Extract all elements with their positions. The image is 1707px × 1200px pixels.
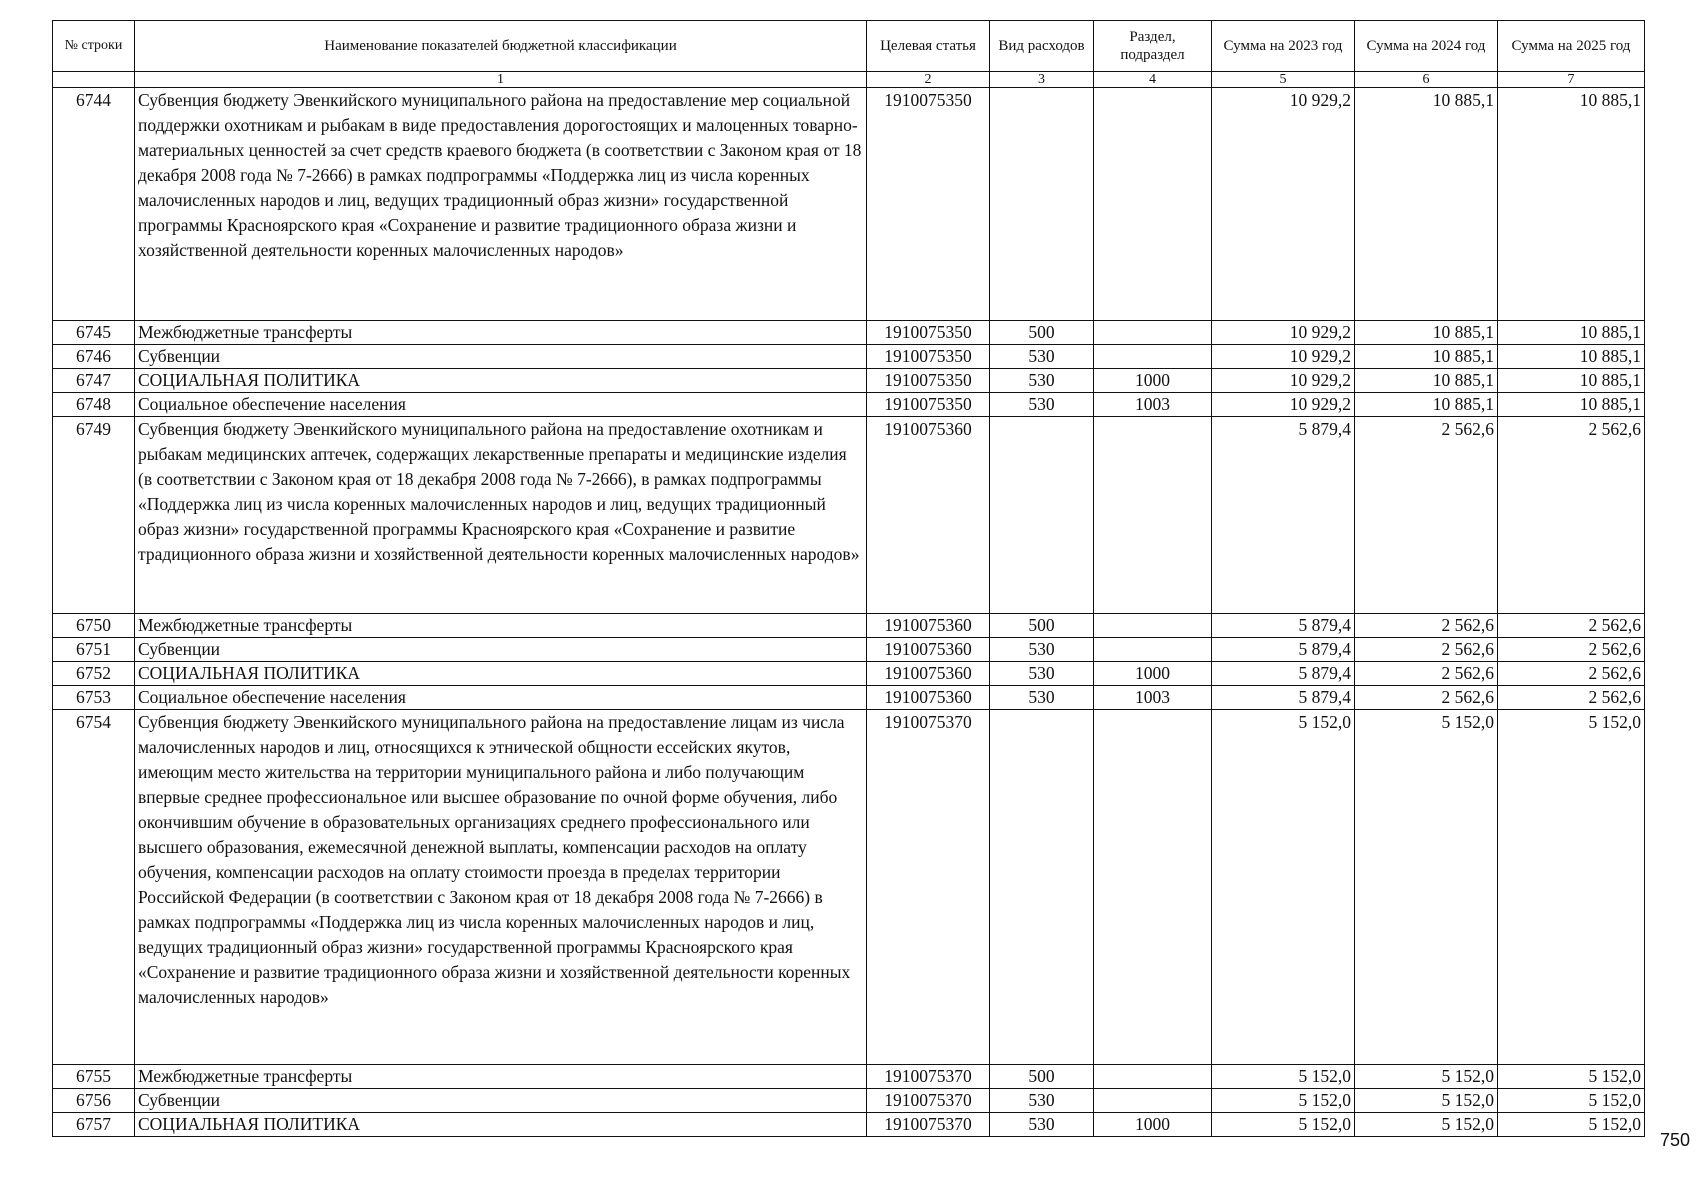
column-number: [53, 72, 135, 88]
row-expense-type: 530: [990, 345, 1094, 369]
header-sum-2024: Сумма на 2024 год: [1355, 21, 1498, 72]
row-target-article: 1910075350: [867, 321, 990, 345]
row-expense-type: 500: [990, 321, 1094, 345]
row-section: 1003: [1094, 686, 1212, 710]
row-target-article: 1910075370: [867, 1113, 990, 1137]
row-target-article: 1910075350: [867, 345, 990, 369]
row-number: 6745: [53, 321, 135, 345]
row-expense-type: [990, 710, 1094, 1065]
row-sum-2024: 2 562,6: [1355, 638, 1498, 662]
row-sum-2023: 5 879,4: [1212, 686, 1355, 710]
table-row: [53, 345, 1645, 369]
row-number: 6749: [53, 417, 135, 614]
row-section: [1094, 638, 1212, 662]
row-number: 6748: [53, 393, 135, 417]
column-number: 3: [990, 72, 1094, 88]
row-target-article: 1910075370: [867, 710, 990, 1065]
row-section: [1094, 710, 1212, 1065]
row-sum-2023: 10 929,2: [1212, 393, 1355, 417]
row-sum-2024: 5 152,0: [1355, 1113, 1498, 1137]
column-number: 6: [1355, 72, 1498, 88]
table-row: [53, 369, 1645, 393]
row-target-article: 1910075370: [867, 1065, 990, 1089]
row-target-article: 1910075360: [867, 662, 990, 686]
row-sum-2025: 10 885,1: [1498, 88, 1645, 321]
row-name: СОЦИАЛЬНАЯ ПОЛИТИКА: [135, 369, 867, 393]
row-sum-2025: 10 885,1: [1498, 345, 1645, 369]
row-sum-2024: 5 152,0: [1355, 1089, 1498, 1113]
budget-table: [52, 20, 1645, 1137]
row-section: [1094, 88, 1212, 321]
header-row-number: № строки: [53, 21, 135, 72]
row-sum-2025: 5 152,0: [1498, 1065, 1645, 1089]
row-target-article: 1910075360: [867, 638, 990, 662]
row-sum-2023: 5 879,4: [1212, 638, 1355, 662]
row-number: 6750: [53, 614, 135, 638]
table-row: [53, 710, 1645, 1065]
row-name: Межбюджетные трансферты: [135, 614, 867, 638]
row-target-article: 1910075350: [867, 369, 990, 393]
row-sum-2023: 5 879,4: [1212, 662, 1355, 686]
row-sum-2025: 2 562,6: [1498, 638, 1645, 662]
row-target-article: 1910075370: [867, 1089, 990, 1113]
column-number: 2: [867, 72, 990, 88]
row-expense-type: 530: [990, 638, 1094, 662]
header-target-article: Целевая статья: [867, 21, 990, 72]
row-section: 1003: [1094, 393, 1212, 417]
table-row: [53, 417, 1645, 614]
header-sum-2023: Сумма на 2023 год: [1212, 21, 1355, 72]
row-sum-2025: 5 152,0: [1498, 1089, 1645, 1113]
row-name: Субвенция бюджету Эвенкийского муниципального района на предоставление охотникам и рыбакам медицинских аптечек, содержащих лекарственные препараты и медицинские изделия (в соответствии с Законом края от 18 декабря 2008 года № 7-2666), в рамках подпрограммы «Поддержка лиц из числа коренных малочисленных народов и лиц, ведущих традиционный образ жизни» государственной программы Красноярского края «Сохранение и развитие традиционного образа жизни и хозяйственной деятельности коренных малочисленных народов»: [135, 417, 867, 614]
row-sum-2025: 5 152,0: [1498, 710, 1645, 1065]
row-number: 6752: [53, 662, 135, 686]
table-row: [53, 662, 1645, 686]
row-number: 6753: [53, 686, 135, 710]
table-row: [53, 321, 1645, 345]
row-sum-2024: 5 152,0: [1355, 1065, 1498, 1089]
row-expense-type: [990, 417, 1094, 614]
row-section: 1000: [1094, 1113, 1212, 1137]
row-expense-type: 530: [990, 662, 1094, 686]
row-sum-2025: 2 562,6: [1498, 686, 1645, 710]
column-number: 7: [1498, 72, 1645, 88]
row-name: Субвенции: [135, 638, 867, 662]
row-number: 6746: [53, 345, 135, 369]
row-name: Субвенция бюджету Эвенкийского муниципального района на предоставление лицам из числа малочисленных народов и лиц, относящихся к этнической общности ессейских якутов, имеющим место жительства на территории муниципального района и либо получающим впервые среднее профессиональное или высшее образование по очной форме обучения, либо окончившим обучение в образовательных организациях среднего профессионального или высшего образования, ежемесячной денежной выплаты, компенсации расходов на оплату обучения, компенсации расходов на оплату стоимости проезда в пределах территории Российской Федерации (в соответствии с Законом края от 18 декабря 2008 года № 7-2666) в рамках подпрограммы «Поддержка лиц из числа коренных малочисленных народов и лиц, ведущих традиционный образ жизни» государственной программы Красноярского края «Сохранение и развитие традиционного образа жизни и хозяйственной деятельности коренных малочисленных народов»: [135, 710, 867, 1065]
row-sum-2025: 2 562,6: [1498, 417, 1645, 614]
row-section: [1094, 321, 1212, 345]
header-name: Наименование показателей бюджетной классификации: [135, 21, 867, 72]
row-name: Социальное обеспечение населения: [135, 393, 867, 417]
table-row: [53, 614, 1645, 638]
row-section: [1094, 1065, 1212, 1089]
row-section: [1094, 417, 1212, 614]
row-sum-2023: 5 879,4: [1212, 417, 1355, 614]
table-row: [53, 1065, 1645, 1089]
row-sum-2023: 10 929,2: [1212, 321, 1355, 345]
row-section: [1094, 614, 1212, 638]
row-number: 6755: [53, 1065, 135, 1089]
row-sum-2024: 10 885,1: [1355, 393, 1498, 417]
row-sum-2024: 5 152,0: [1355, 710, 1498, 1065]
row-section: 1000: [1094, 369, 1212, 393]
row-sum-2024: 10 885,1: [1355, 369, 1498, 393]
row-sum-2023: 10 929,2: [1212, 369, 1355, 393]
row-expense-type: 500: [990, 1065, 1094, 1089]
table-row: [53, 1113, 1645, 1137]
row-name: Субвенции: [135, 1089, 867, 1113]
row-number: 6744: [53, 88, 135, 321]
row-sum-2023: 5 879,4: [1212, 614, 1355, 638]
row-name: Межбюджетные трансферты: [135, 321, 867, 345]
row-sum-2024: 10 885,1: [1355, 345, 1498, 369]
row-target-article: 1910075350: [867, 393, 990, 417]
row-sum-2024: 2 562,6: [1355, 417, 1498, 614]
row-expense-type: 530: [990, 686, 1094, 710]
row-sum-2025: 10 885,1: [1498, 321, 1645, 345]
row-sum-2024: 10 885,1: [1355, 321, 1498, 345]
column-number: 4: [1094, 72, 1212, 88]
row-expense-type: [990, 88, 1094, 321]
row-sum-2023: 5 152,0: [1212, 1089, 1355, 1113]
table-row: [53, 686, 1645, 710]
row-sum-2024: 2 562,6: [1355, 686, 1498, 710]
row-sum-2025: 5 152,0: [1498, 1113, 1645, 1137]
table-row: [53, 1089, 1645, 1113]
row-number: 6754: [53, 710, 135, 1065]
row-section: [1094, 345, 1212, 369]
column-number: 1: [135, 72, 867, 88]
row-sum-2024: 2 562,6: [1355, 614, 1498, 638]
table-row: [53, 393, 1645, 417]
row-number: 6757: [53, 1113, 135, 1137]
table-row: [53, 88, 1645, 321]
row-expense-type: 530: [990, 369, 1094, 393]
page-number: 750: [1660, 1130, 1691, 1150]
row-name: Социальное обеспечение населения: [135, 686, 867, 710]
row-name: Межбюджетные трансферты: [135, 1065, 867, 1089]
row-name: Субвенция бюджету Эвенкийского муниципального района на предоставление мер социальной поддержки охотникам и рыбакам в виде предоставления дорогостоящих и малоценных товарно-материальных ценностей за счет средств краевого бюджета (в соответствии с Законом края от 18 декабря 2008 года № 7-2666) в рамках подпрограммы «Поддержка лиц из числа коренных малочисленных народов и лиц, ведущих традиционный образ жизни» государственной программы Красноярского края «Сохранение и развитие традиционного образа жизни и хозяйственной деятельности коренных малочисленных народов»: [135, 88, 867, 321]
row-section: 1000: [1094, 662, 1212, 686]
row-sum-2025: 10 885,1: [1498, 369, 1645, 393]
row-sum-2023: 5 152,0: [1212, 710, 1355, 1065]
row-sum-2025: 10 885,1: [1498, 393, 1645, 417]
row-target-article: 1910075350: [867, 88, 990, 321]
row-sum-2023: 10 929,2: [1212, 345, 1355, 369]
row-expense-type: 530: [990, 1113, 1094, 1137]
header-section: Раздел, подраздел: [1094, 21, 1212, 72]
row-name: СОЦИАЛЬНАЯ ПОЛИТИКА: [135, 662, 867, 686]
row-expense-type: 530: [990, 1089, 1094, 1113]
row-target-article: 1910075360: [867, 686, 990, 710]
row-target-article: 1910075360: [867, 417, 990, 614]
row-sum-2024: 2 562,6: [1355, 662, 1498, 686]
header-expense-type: Вид расходов: [990, 21, 1094, 72]
row-number: 6747: [53, 369, 135, 393]
row-name: Субвенции: [135, 345, 867, 369]
budget-sheet: [52, 20, 1644, 1137]
row-name: СОЦИАЛЬНАЯ ПОЛИТИКА: [135, 1113, 867, 1137]
row-section: [1094, 1089, 1212, 1113]
row-expense-type: 500: [990, 614, 1094, 638]
row-sum-2023: 5 152,0: [1212, 1113, 1355, 1137]
row-sum-2025: 2 562,6: [1498, 614, 1645, 638]
column-number: 5: [1212, 72, 1355, 88]
row-number: 6756: [53, 1089, 135, 1113]
header-sum-2025: Сумма на 2025 год: [1498, 21, 1645, 72]
column-number-row: [53, 72, 1645, 88]
row-sum-2023: 10 929,2: [1212, 88, 1355, 321]
row-sum-2024: 10 885,1: [1355, 88, 1498, 321]
row-number: 6751: [53, 638, 135, 662]
row-sum-2023: 5 152,0: [1212, 1065, 1355, 1089]
row-sum-2025: 2 562,6: [1498, 662, 1645, 686]
row-target-article: 1910075360: [867, 614, 990, 638]
row-expense-type: 530: [990, 393, 1094, 417]
table-row: [53, 638, 1645, 662]
header-row: [53, 21, 1645, 72]
